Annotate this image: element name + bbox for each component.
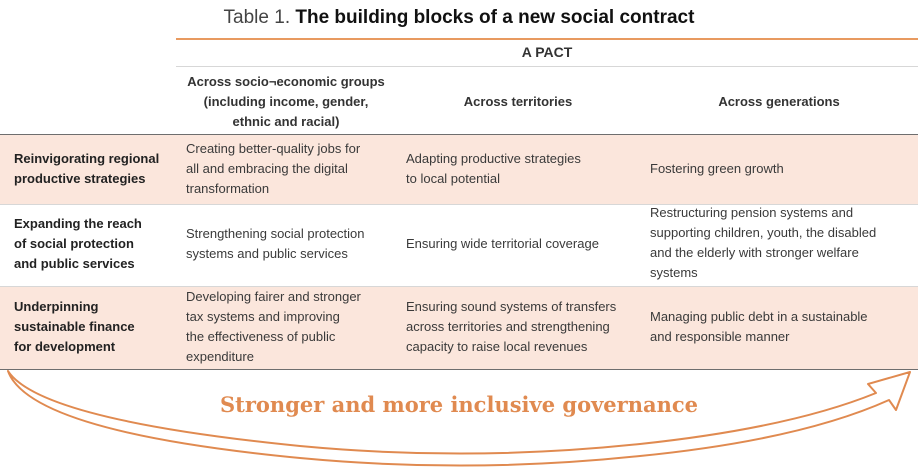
curved-arrow-outline (8, 371, 910, 466)
column-header-line: Across socio¬economic groups (187, 74, 385, 89)
cell-line: Restructuring pension systems and (650, 205, 854, 220)
column-header-line: (including income, gender, (203, 94, 369, 109)
cell-line: and responsible manner (650, 329, 790, 344)
column-header-line: Across territories (463, 94, 573, 109)
cell-line: Creating better-quality jobs for (186, 141, 361, 156)
cell-line: systems and public services (186, 246, 348, 261)
row-header-line: of social protection (14, 236, 134, 251)
column-header-line: Across generations (718, 94, 840, 109)
row-header-line: Underpinning (14, 299, 99, 314)
cell-line: across territories and strengthening (406, 319, 610, 334)
row-header-line: sustainable finance (14, 319, 135, 334)
column-header-line: ethnic and racial) (232, 114, 340, 129)
row-header-line: Reinvigorating regional (14, 151, 160, 166)
cell-line: to local potential (406, 171, 500, 186)
cell-line: Fostering green growth (650, 161, 784, 176)
cell-line: tax systems and improving (186, 309, 340, 324)
table-number: Table 1. (223, 7, 291, 28)
cell-line: Managing public debt in a sustainable (650, 309, 868, 324)
governance-caption: Stronger and more inclusive governance (219, 392, 699, 417)
cell-line: supporting children, youth, the disabled (650, 225, 877, 240)
row-header-line: and public services (14, 256, 135, 271)
cell-line: all and embracing the digital (186, 161, 348, 176)
table-heading: The building blocks of a new social contract (295, 7, 695, 28)
pact-label: A PACT (521, 44, 573, 60)
cell-line: Ensuring sound systems of transfers (406, 299, 617, 314)
cell-line: expenditure (186, 349, 254, 364)
cell-line: Adapting productive strategies (406, 151, 581, 166)
cell-line: Ensuring wide territorial coverage (406, 236, 599, 251)
row-header-line: productive strategies (14, 171, 146, 186)
cell-line: the effectiveness of public (186, 329, 336, 344)
cell-line: systems (650, 265, 698, 280)
cell-line: capacity to raise local revenues (406, 339, 588, 354)
row-header-line: Expanding the reach (14, 216, 142, 231)
cell-line: and the elderly with stronger welfare (650, 245, 859, 260)
row-header-line: for development (14, 339, 116, 354)
cell-line: Strengthening social protection (186, 226, 365, 241)
cell-line: transformation (186, 181, 270, 196)
cell-line: Developing fairer and stronger (186, 289, 361, 304)
